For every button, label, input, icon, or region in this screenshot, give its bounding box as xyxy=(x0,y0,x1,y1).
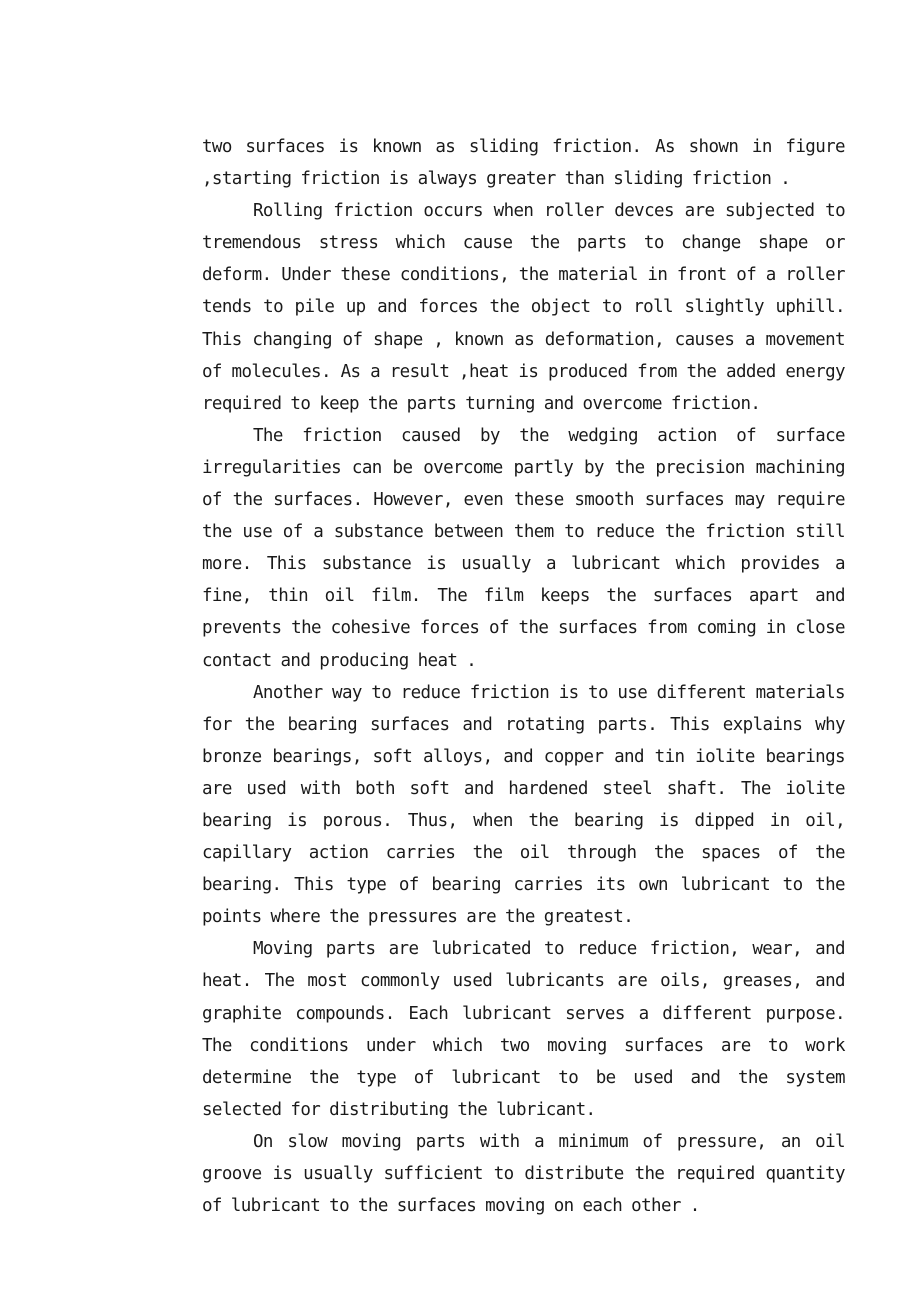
paragraph-sliding-friction: two surfaces is known as sliding friction. As shown in figure ,starting friction is always greater than sliding friction . xyxy=(202,137,845,190)
paragraph-surface-irregularities: The friction caused by the wedging action of surface irregularities can be overcome partly by the precision machining of the surfaces. However, even these smooth surfaces may require the use of a substance between them to reduce the friction still more. This substance is usually a lubricant which provides a fine, thin oil film. The film keeps the surfaces apart and prevents the cohesive forces of the surfaces from coming in close contact and producing heat . xyxy=(202,425,845,671)
paragraph-bearing-materials: Another way to reduce friction is to use different materials for the bearing surfaces and rotating parts. This explains why bronze bearings, soft alloys, and copper and tin iolite bearings are used with both soft and hardened steel shaft. The iolite bearing is porous. Thus, when the bearing is dipped in oil, capillary action carries the oil through the spaces of the bearing. This type of bearing carries its own lubricant to the points where the pressures are the greatest. xyxy=(202,682,845,928)
paragraph-rolling-friction: Rolling friction occurs when roller devces are subjected to tremendous stress which cause the parts to change shape or deform. Under these conditions, the material in front of a roller tends to pile up and forces the object to roll slightly uphill. This changing of shape , known as deformation, causes a movement of molecules. As a result ,heat is produced from the added energy required to keep the parts turning and overcome friction. xyxy=(202,201,845,414)
paragraph-lubricants: Moving parts are lubricated to reduce friction, wear, and heat. The most commonly used lubricants are oils, greases, and graphite compounds. Each lubricant serves a different purpose. The conditions under which two moving surfaces are to work determine the type of lubricant to be used and the system selected for distributing the lubricant. xyxy=(202,939,845,1120)
paragraph-oil-groove: On slow moving parts with a minimum of pressure, an oil groove is usually sufficient to distribute the required quantity of lubricant to the surfaces moving on each other . xyxy=(202,1131,845,1217)
body-text xyxy=(202,131,845,1222)
